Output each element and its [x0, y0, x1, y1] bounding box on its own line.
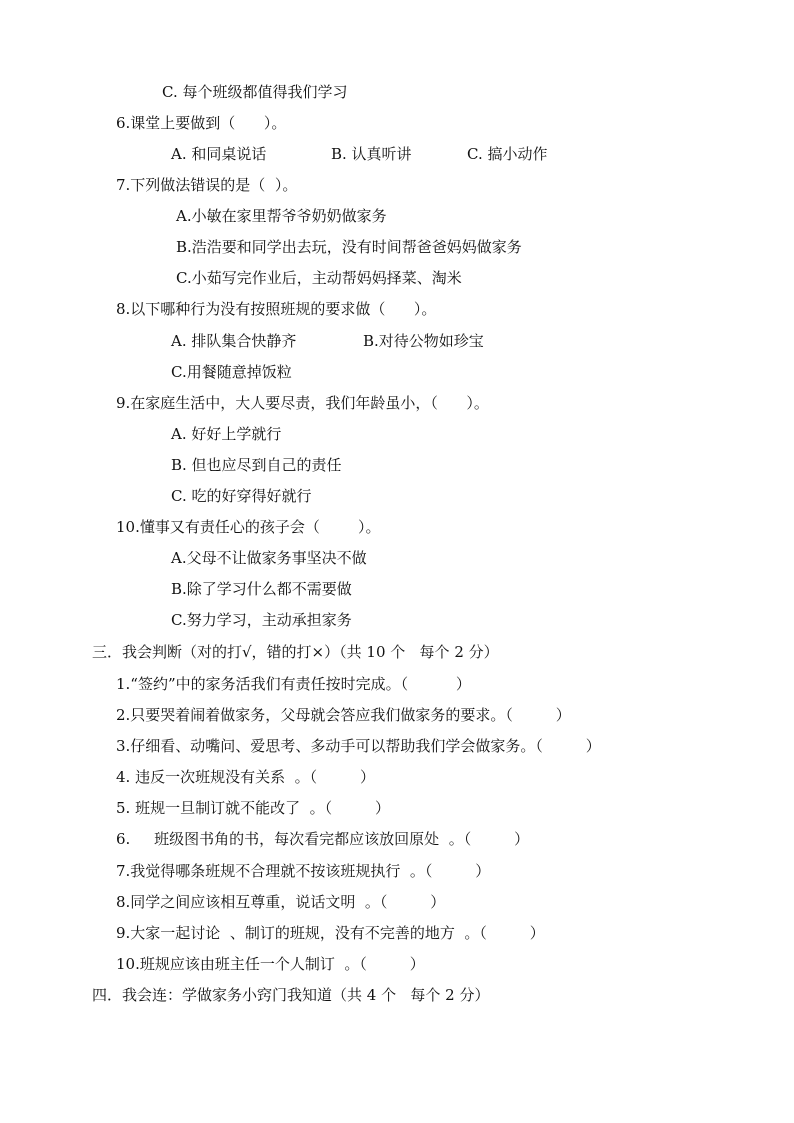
judge-item: 8.同学之间应该相互尊重，说话文明 。（ ） — [116, 893, 446, 911]
q6-option-c: C. 搞小动作 — [467, 145, 548, 163]
q7-option-a: A.小敏在家里帮爷爷奶奶做家务 — [176, 207, 387, 225]
q6-option-b: B. 认真听讲 — [331, 145, 412, 163]
q9-option-b: B. 但也应尽到自己的责任 — [171, 456, 342, 474]
judge-item: 1.“签约”中的家务活我们有责任按时完成。（ ） — [116, 675, 471, 693]
q6-stem: 6.课堂上要做到（ ）。 — [116, 114, 287, 132]
judge-item: 7.我觉得哪条班规不合理就不按该班规执行 。（ ） — [116, 862, 491, 880]
q5-option-c: C. 每个班级都值得我们学习 — [162, 83, 348, 101]
judge-item: 9.大家一起讨论 、制订的班规，没有不完善的地方 。（ ） — [116, 924, 545, 942]
q8-option-c: C.用餐随意掉饭粒 — [171, 363, 292, 381]
section4-title: 四．我会连：学做家务小窍门我知道（共 4 个 每个 2 分） — [92, 986, 490, 1004]
q10-option-a: A.父母不让做家务事坚决不做 — [171, 549, 367, 567]
section3-title: 三．我会判断（对的打√，错的打×）（共 10 个 每个 2 分） — [92, 643, 499, 661]
q10-stem: 10.懂事又有责任心的孩子会（ ）。 — [116, 518, 381, 536]
q8-stem: 8.以下哪种行为没有按照班规的要求做（ ）。 — [116, 300, 437, 318]
q7-stem: 7.下列做法错误的是（ ）。 — [116, 176, 298, 194]
judge-item: 5. 班规一旦制订就不能改了 。（ ） — [116, 799, 391, 817]
judge-item: 3.仔细看、动嘴问、爱思考、多动手可以帮助我们学会做家务。（ ） — [116, 737, 601, 755]
judge-item: 6. 班级图书角的书，每次看完都应该放回原处 。（ ） — [116, 830, 530, 848]
q7-option-b: B.浩浩要和同学出去玩，没有时间帮爸爸妈妈做家务 — [176, 238, 522, 256]
q6-option-a: A. 和同桌说话 — [171, 145, 267, 163]
q7-option-c: C.小茹写完作业后，主动帮妈妈择菜、淘米 — [176, 269, 462, 287]
q10-option-b: B.除了学习什么都不需要做 — [171, 580, 352, 598]
judge-item: 2.只要哭着闹着做家务，父母就会答应我们做家务的要求。（ ） — [116, 706, 571, 724]
judge-item: 4. 违反一次班规没有关系 。（ ） — [116, 768, 376, 786]
q10-option-c: C.努力学习，主动承担家务 — [171, 611, 352, 629]
q8-option-a: A. 排队集合快静齐 — [171, 332, 297, 350]
q9-option-a: A. 好好上学就行 — [171, 425, 282, 443]
q8-option-b: B.对待公物如珍宝 — [363, 332, 484, 350]
q9-option-c: C. 吃的好穿得好就行 — [171, 487, 312, 505]
judge-item: 10.班规应该由班主任一个人制订 。（ ） — [116, 955, 425, 973]
q9-stem: 9.在家庭生活中，大人要尽责，我们年龄虽小，（ ）。 — [116, 394, 489, 412]
